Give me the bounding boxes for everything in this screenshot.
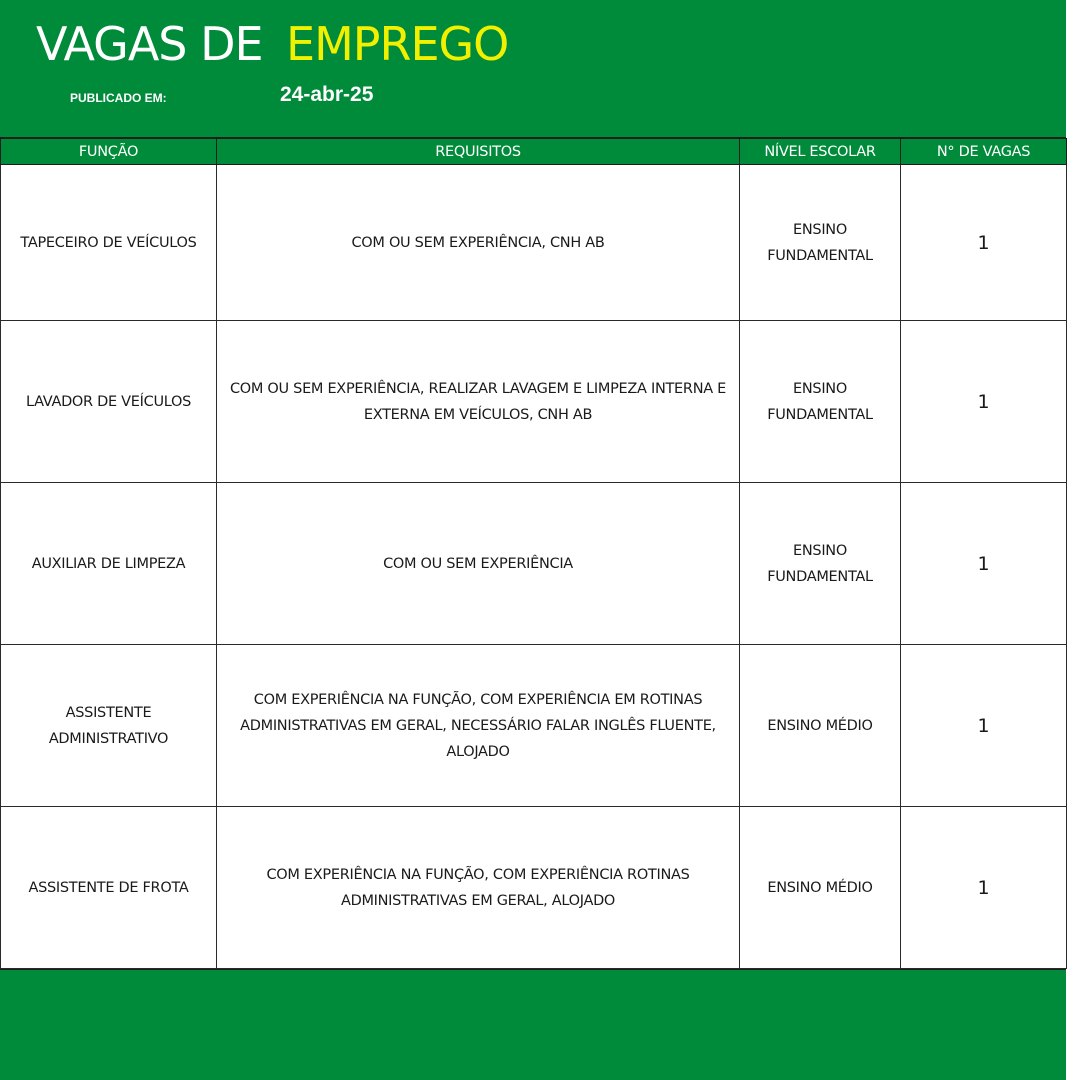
cell-nivel-escolar: ENSINO MÉDIO (740, 807, 901, 969)
cell-nivel-escolar: ENSINO MÉDIO (740, 645, 901, 807)
title-vagas-de: VAGAS DE (36, 17, 263, 71)
cell-requisitos: COM EXPERIÊNCIA NA FUNÇÃO, COM EXPERIÊNCIA EM ROTINAS ADMINISTRATIVAS EM GERAL, NECESSÁRIO FALAR INGLÊS FLUENTE, ALOJADO (217, 645, 740, 807)
cell-nivel-escolar: ENSINO FUNDAMENTAL (740, 165, 901, 321)
cell-funcao: ASSISTENTE DE FROTA (1, 807, 217, 969)
cell-requisitos: COM EXPERIÊNCIA NA FUNÇÃO, COM EXPERIÊNCIA ROTINAS ADMINISTRATIVAS EM GERAL, ALOJADO (217, 807, 740, 969)
published-date: 24-abr-25 (280, 83, 374, 106)
table-header-row (1, 139, 1067, 165)
cell-requisitos: COM OU SEM EXPERIÊNCIA (217, 483, 740, 645)
cell-requisitos: COM OU SEM EXPERIÊNCIA, CNH AB (217, 165, 740, 321)
cell-numero-vagas: 1 (901, 483, 1067, 645)
cell-numero-vagas: 1 (901, 807, 1067, 969)
cell-requisitos: COM OU SEM EXPERIÊNCIA, REALIZAR LAVAGEM E LIMPEZA INTERNA E EXTERNA EM VEÍCULOS, CNH AB (217, 321, 740, 483)
table-row (1, 165, 1067, 321)
header-banner (0, 0, 1066, 138)
column-header-nivel-escolar: NÍVEL ESCOLAR (740, 139, 901, 165)
cell-numero-vagas: 1 (901, 165, 1067, 321)
column-header-requisitos: REQUISITOS (217, 139, 740, 165)
column-header-funcao: FUNÇÃO (1, 139, 217, 165)
table-row (1, 645, 1067, 807)
cell-numero-vagas: 1 (901, 321, 1067, 483)
cell-nivel-escolar: ENSINO FUNDAMENTAL (740, 483, 901, 645)
table-row (1, 321, 1067, 483)
footer-banner (0, 969, 1066, 1080)
column-header-numero-vagas: N° DE VAGAS (901, 139, 1067, 165)
table-row (1, 483, 1067, 645)
cell-funcao: ASSISTENTE ADMINISTRATIVO (1, 645, 217, 807)
cell-funcao: TAPECEIRO DE VEÍCULOS (1, 165, 217, 321)
jobs-table (0, 138, 1067, 969)
cell-funcao: LAVADOR DE VEÍCULOS (1, 321, 217, 483)
cell-funcao: AUXILIAR DE LIMPEZA (1, 483, 217, 645)
cell-numero-vagas: 1 (901, 645, 1067, 807)
table-row (1, 807, 1067, 969)
title-emprego: EMPREGO (286, 17, 509, 71)
cell-nivel-escolar: ENSINO FUNDAMENTAL (740, 321, 901, 483)
published-label: PUBLICADO EM: (70, 91, 167, 105)
